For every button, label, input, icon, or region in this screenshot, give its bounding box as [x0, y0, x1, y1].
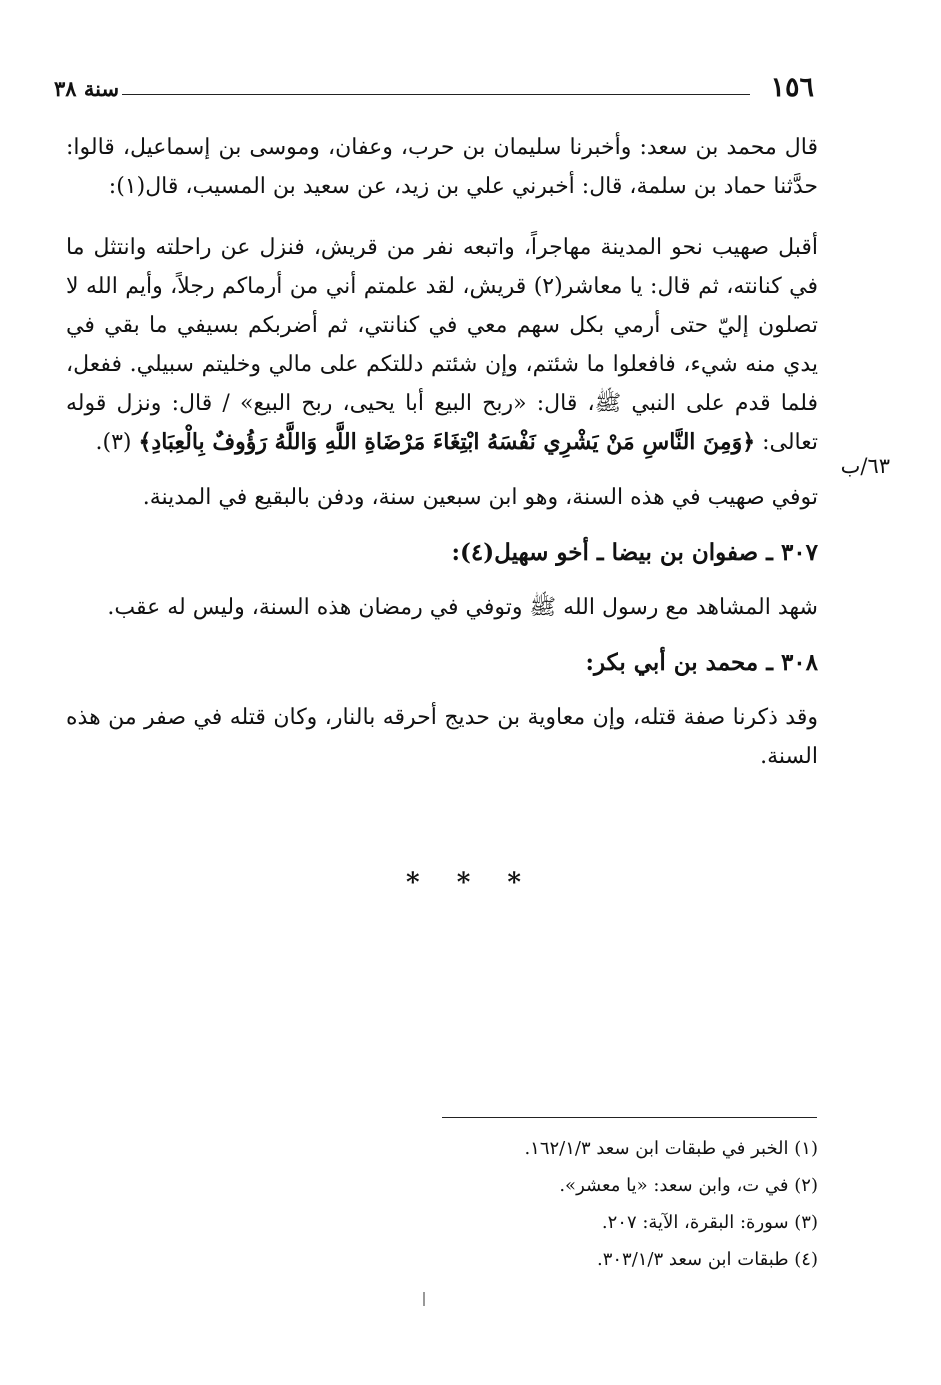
scan-mark [423, 1292, 425, 1306]
quran-verse: ﴿وَمِنَ النَّاسِ مَنْ يَشْرِي نَفْسَهُ ابْتِغَاءَ مَرْضَاةِ اللَّهِ وَاللَّهُ رَؤُوفٌ بِالْعِبَادِ﴾ [138, 429, 756, 455]
quran-footnote-ref: (٣). [95, 430, 132, 455]
footnote-item: (٤) طبقات ابن سعد ٣٠٣/١/٣. [596, 1249, 818, 1270]
story-text: أقبل صهيب نحو المدينة مهاجراً، واتبعه نفر من قريش، فنزل عن راحلته وانتثل ما في كنانته، ثم قال: يا معاشر(٢) قريش، لقد علمتم أني من أرماكم رجلاً، وأيم الله لا تصلون إليّ حتى أرمي بكل سهم معي في كنانتي، ثم أضربكم بسيفي ما بقي في يدي منه شيء، فافعلوا ما شئتم، وإن شئتم دللتكم على مالي وخليتم سبيلي. ففعل، فلما قدم على النبي ﷺ، قال: «ربح البيع أبا يحيى، ربح البيع» / قال: ونزل قوله تعالى: [66, 235, 818, 455]
manuscript-folio-note: ٦٣/ب [840, 454, 890, 478]
footnote-item: (١) الخبر في طبقات ابن سعد ١٦٢/١/٣. [524, 1138, 818, 1159]
footnotes [400, 1130, 818, 1278]
footnote-item: (٣) سورة: البقرة، الآية: ٢٠٧. [601, 1212, 818, 1233]
header-rule [122, 94, 750, 95]
intro-paragraph: قال محمد بن سعد: وأخبرنا سليمان بن حرب، وعفان، وموسى بن إسماعيل، قالوا: حدَّثنا حماد بن سلمة، قال: أخبرني علي بن زيد، عن سعيد بن المسيب، قال(١): [66, 135, 818, 199]
footnote-item: (٢) في ت، وابن سعد: «يا معشر». [559, 1175, 818, 1196]
running-header [50, 72, 820, 108]
year-label: سنة ٣٨ [54, 76, 120, 101]
page-number: ١٥٦ [770, 72, 814, 103]
main-text [66, 128, 818, 776]
death-note: توفي صهيب في هذه السنة، وهو ابن سبعين سنة، ودفن بالبقيع في المدينة. [142, 485, 818, 510]
story-paragraph [66, 228, 818, 462]
footnote-rule [442, 1117, 817, 1118]
entry-308-text: وقد ذكرنا صفة قتله، وإن معاوية بن حديج أحرقه بالنار، وكان قتله في صفر من هذه السنة. [66, 705, 818, 769]
entry-307-title: ٣٠٧ ـ صفوان بن بيضا ـ أخو سهيل(٤): [451, 539, 818, 566]
entry-308-title: ٣٠٨ ـ محمد بن أبي بكر: [585, 649, 818, 676]
entry-307-text: شهد المشاهد مع رسول الله ﷺ وتوفي في رمضان هذه السنة، وليس له عقب. [107, 595, 818, 620]
section-separator: * * * [406, 868, 535, 898]
